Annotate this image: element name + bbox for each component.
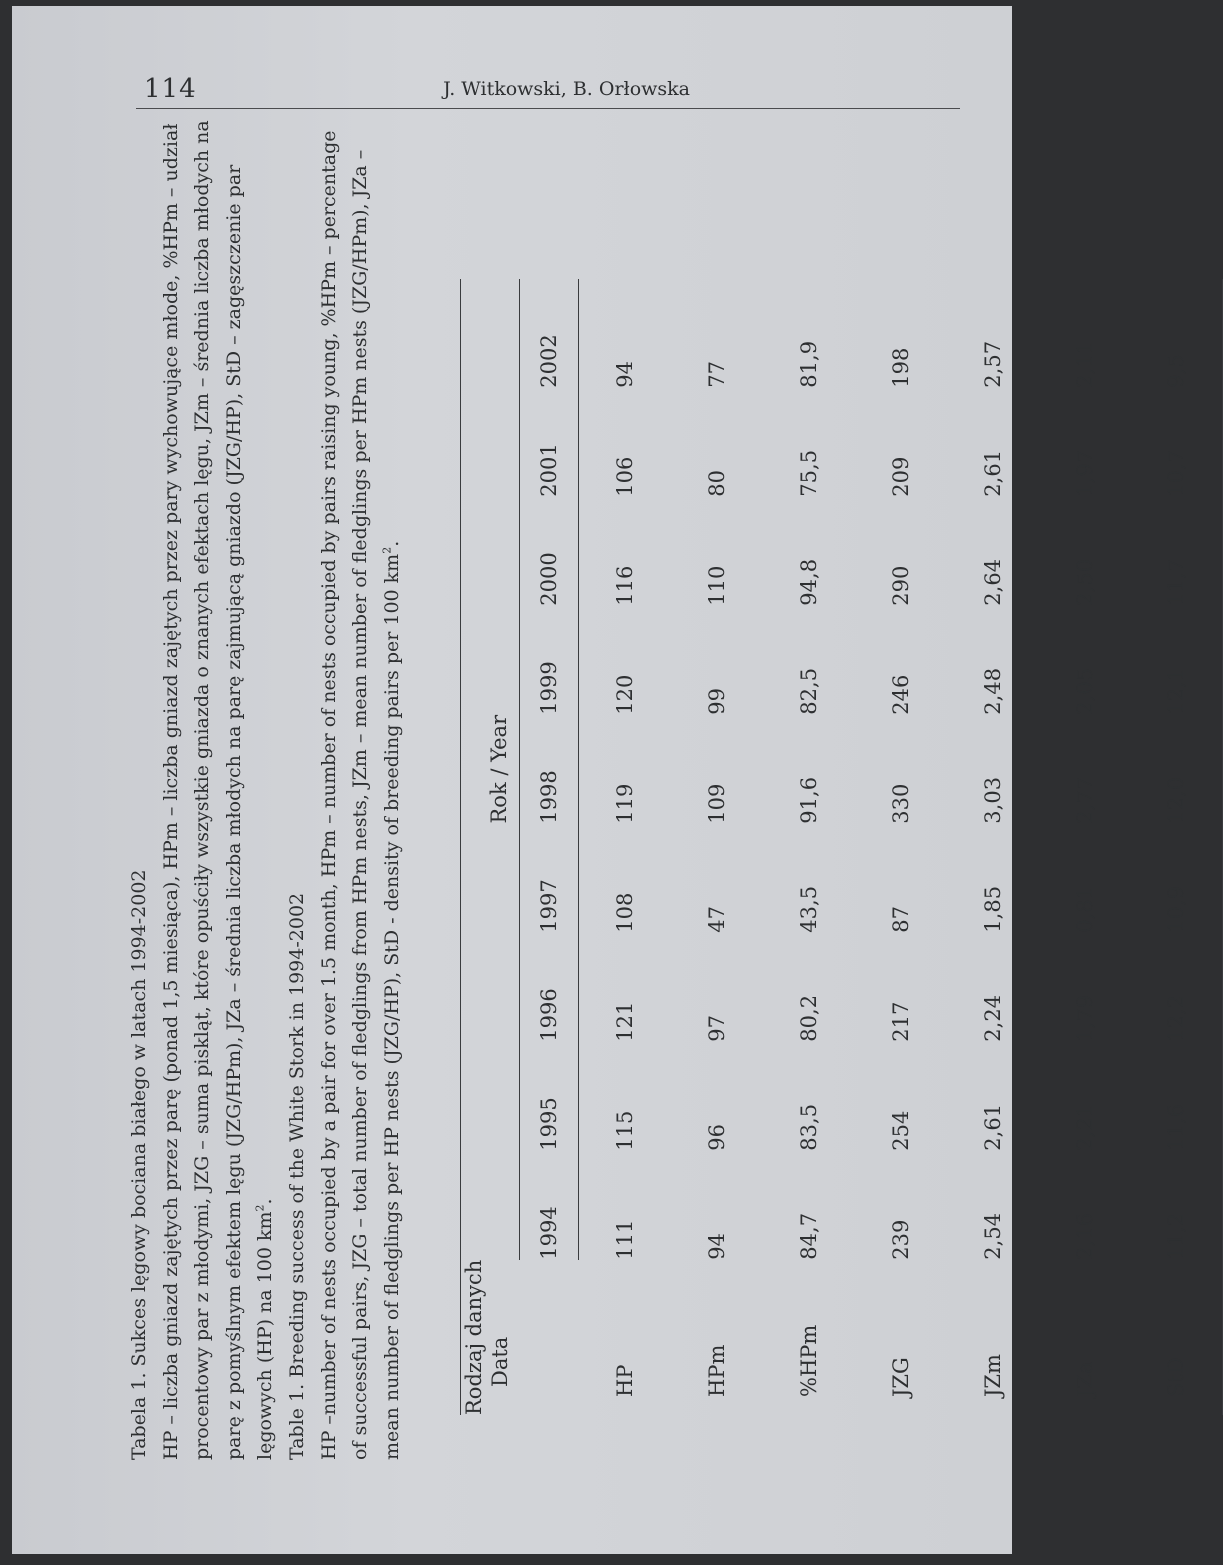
- table-cell: 12,1: [1131, 606, 1223, 715]
- table-cell: 10,7: [1131, 388, 1223, 497]
- table-cell: 87: [888, 905, 913, 933]
- table-cell: 2,16: [1072, 1212, 1097, 1260]
- table-body: [579, 279, 1223, 1415]
- year-header-cell: 2001: [520, 388, 579, 497]
- table-row: [579, 279, 671, 1415]
- table-cell: 106: [612, 456, 637, 497]
- caption-polish-body: HP – liczba gniazd zajętych przez parę (ponad 1,5 miesiąca), HPm – liczba gniazd zajętych przez pary wychowujące młode, %HPm – udział procentowy par z młodymi, JZG – suma piskląt, które opuściły wszystkie gniazda o znanych efektach lęgu, JZm – średnia liczba młodych na parę z pomyślnym efektem lęgu (JZG/HPm), JZa – średnia liczba młodych na parę zajmującą gniazdo (JZG/HP), StD – zagęszczenie par lęgowych (HP) na 100 km: [159, 120, 276, 1460]
- table-cell: 11,6: [1131, 1042, 1223, 1151]
- year-header-cell: 2000: [520, 497, 579, 606]
- table-cell: 115: [612, 1110, 637, 1151]
- table-cell: 2,77: [1072, 776, 1097, 824]
- page-number: 114: [144, 74, 197, 104]
- table-row: [763, 279, 855, 1415]
- breeding-success-table: [460, 279, 1223, 1415]
- rotated-content: [124, 100, 1189, 1460]
- table-cell: 2,21: [1072, 1103, 1097, 1151]
- table-cell: 80,2: [796, 994, 821, 1042]
- year-row: [520, 279, 579, 1415]
- row-label: JZm: [980, 1354, 1005, 1397]
- table-cell: 47: [704, 905, 729, 933]
- table-cell: 1,85: [980, 885, 1005, 933]
- year-header: Rok / Year: [461, 279, 520, 1260]
- table-cell: 12,0: [1131, 715, 1223, 824]
- table-cell: 12,2: [1131, 933, 1223, 1042]
- table-cell: 246: [888, 674, 913, 715]
- row-label: HPm: [704, 1344, 729, 1397]
- table-cell: 2,05: [1072, 667, 1097, 715]
- table-cell: 2,57: [980, 340, 1005, 388]
- table-cell: 75,5: [796, 449, 821, 497]
- table-cell: 290: [888, 565, 913, 606]
- year-header-cell: 1994: [520, 1151, 579, 1260]
- table-cell: 94: [612, 360, 637, 388]
- table-row: [671, 279, 763, 1415]
- table-cell: 94: [704, 1232, 729, 1260]
- table-cell: 94,8: [796, 558, 821, 606]
- table-cell: 83,5: [796, 1103, 821, 1151]
- table-cell: 2,48: [980, 667, 1005, 715]
- year-header-cell: 2002: [520, 279, 579, 388]
- year-header-cell: 1996: [520, 933, 579, 1042]
- caption-polish-superscript: 2: [253, 1204, 267, 1212]
- table-cell: 2,64: [980, 558, 1005, 606]
- table-cell: 91,6: [796, 776, 821, 824]
- row-label: JZG: [888, 1357, 913, 1397]
- caption-english-end: .: [380, 540, 403, 547]
- year-header-cell: 1999: [520, 606, 579, 715]
- row-label: JZa: [1072, 1361, 1097, 1397]
- table-cell: 2,54: [980, 1212, 1005, 1260]
- table-cell: 2,61: [980, 449, 1005, 497]
- caption-english: [282, 120, 408, 1460]
- table-cell: 2,50: [1072, 558, 1097, 606]
- row-label: HP: [612, 1364, 637, 1397]
- table-cell: 96: [704, 1123, 729, 1151]
- table-cell: 84,7: [796, 1212, 821, 1260]
- data-type-header-pl: Rodzaj danych: [462, 1259, 486, 1415]
- table-cell: 109: [704, 783, 729, 824]
- table-cell: 119: [612, 783, 637, 824]
- data-type-header: [461, 1260, 579, 1415]
- table-cell: 0,81: [1072, 885, 1097, 933]
- table-cell: 80: [704, 469, 729, 497]
- year-header-cell: 1995: [520, 1042, 579, 1151]
- table-cell: 209: [888, 456, 913, 497]
- table-cell: 2,11: [1072, 340, 1097, 388]
- table-cell: 43,5: [796, 885, 821, 933]
- table-cell: 198: [888, 347, 913, 388]
- caption-english-body: HP –number of nests occupied by a pair for over 1.5 month, HPm – number of nests occupied by pairs raising young, %HPm – percentage of successful pairs, JZG – total number of fledglings from HPm nests, JZm – mean number of fledglings per HPm nests (JZG/HPm), JZa – mean number of fledglings per HP nests (JZG/HP), StD - density of breeding pairs per 100 km: [317, 130, 403, 1460]
- caption-polish-title: Tabela 1. Sukces lęgowy bociana białego w latach 1994-2002: [128, 869, 150, 1460]
- table-cell: 10,9: [1131, 824, 1223, 933]
- table-cell: 81,9: [796, 340, 821, 388]
- table-cell: 330: [888, 783, 913, 824]
- table-cell: 120: [612, 674, 637, 715]
- data-type-header-en: Data: [488, 1336, 512, 1387]
- table-cell: 111: [612, 1219, 637, 1260]
- table-row: [1131, 279, 1223, 1415]
- table-cell: 97: [704, 1014, 729, 1042]
- row-label: %HPm: [796, 1324, 821, 1397]
- table-cell: 1,97: [1072, 449, 1097, 497]
- table-row: [855, 279, 947, 1415]
- table-cell: 9,5: [1131, 279, 1223, 388]
- caption-polish-end: .: [254, 1198, 276, 1205]
- table-cell: 116: [612, 565, 637, 606]
- table-cell: 11,7: [1131, 497, 1223, 606]
- row-label: StD: [1131, 1260, 1223, 1415]
- table-cell: 1,79: [1072, 994, 1097, 1042]
- table-cell: 11,2: [1131, 1151, 1223, 1260]
- table-cell: 239: [888, 1219, 913, 1260]
- table-cell: 2,24: [980, 994, 1005, 1042]
- table-header-row: [461, 279, 520, 1415]
- table-cell: 108: [612, 892, 637, 933]
- table-cell: 82,5: [796, 667, 821, 715]
- table-row: [1039, 279, 1131, 1415]
- year-header-cell: 1997: [520, 824, 579, 933]
- table-cell: 110: [704, 565, 729, 606]
- caption-english-superscript: 2: [380, 546, 394, 554]
- table-row: [947, 279, 1039, 1415]
- table-cell: 99: [704, 687, 729, 715]
- table-cell: 254: [888, 1110, 913, 1151]
- running-head-authors: J. Witkowski, B. Orłowska: [443, 78, 690, 100]
- table-cell: 2,61: [980, 1103, 1005, 1151]
- table-cell: 3,03: [980, 776, 1005, 824]
- table-cell: 217: [888, 1001, 913, 1042]
- caption-polish: [124, 120, 282, 1460]
- table-cell: 121: [612, 1001, 637, 1042]
- table-cell: 77: [704, 360, 729, 388]
- caption-english-title: Table 1. Breeding success of the White Stork in 1994-2002: [286, 892, 308, 1460]
- year-header-cell: 1998: [520, 715, 579, 824]
